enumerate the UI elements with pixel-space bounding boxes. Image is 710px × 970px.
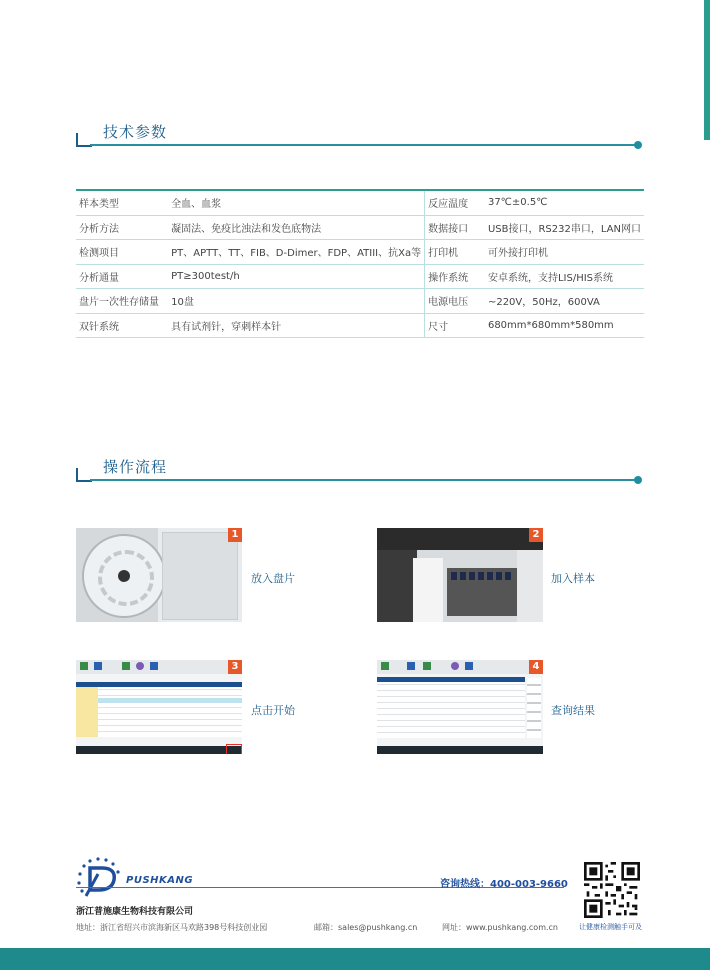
step-2-photo xyxy=(377,528,543,622)
spec-label: 样本类型 xyxy=(76,190,168,215)
spec-value: 凝固法、免疫比浊法和发色底物法 xyxy=(168,215,424,240)
section-dot-icon xyxy=(634,141,642,149)
spec-value: 10盘 xyxy=(168,289,424,314)
specs-table xyxy=(76,189,644,338)
spec-label: 尺寸 xyxy=(425,313,485,338)
hotline: 咨询热线：400-003-9660 xyxy=(440,879,568,890)
spec-value: 全血、血浆 xyxy=(168,190,424,215)
specs-section-title: 技术参数 xyxy=(103,123,168,141)
spec-row xyxy=(76,289,644,314)
spec-label: 盘片一次性存储量 xyxy=(76,289,168,314)
pushkang-logo-icon xyxy=(76,856,126,900)
spec-label: 反应温度 xyxy=(425,190,485,215)
spec-label: 分析方法 xyxy=(76,215,168,240)
email: 邮箱：sales@pushkang.cn xyxy=(314,923,418,932)
spec-value: PT≥300test/h xyxy=(168,264,424,289)
spec-value: 37℃±0.5℃ xyxy=(485,190,644,215)
spec-row xyxy=(76,190,644,215)
spec-value: 可外接打印机 xyxy=(485,240,644,265)
footer-band xyxy=(0,948,710,970)
spec-row xyxy=(76,313,644,338)
address: 地址：浙江省绍兴市滨海新区马欢路398号科技创业园 xyxy=(76,923,268,932)
section-dot-icon xyxy=(634,476,642,484)
step-2-label: 加入样本 xyxy=(551,572,595,585)
section-divider xyxy=(90,144,638,146)
step-3-label: 点击开始 xyxy=(251,704,295,717)
spec-value: 具有试剂针，穿刺样本针 xyxy=(168,313,424,338)
step-1-badge: 1 xyxy=(228,528,242,542)
step-4-badge: 4 xyxy=(529,660,543,674)
spec-value: 680mm*680mm*580mm xyxy=(485,313,644,338)
qr-code-icon xyxy=(584,862,640,918)
spec-row xyxy=(76,215,644,240)
spec-row xyxy=(76,240,644,265)
step-3-screen xyxy=(76,660,242,754)
brand-name: PUSHKANG xyxy=(126,875,194,886)
spec-value: USB接口，RS232串口，LAN网口 xyxy=(485,215,644,240)
edge-accent-bar xyxy=(704,0,710,140)
spec-value: 安卓系统，支持LIS/HIS系统 xyxy=(485,264,644,289)
step-4-label: 查询结果 xyxy=(551,704,595,717)
step-1-photo xyxy=(76,528,242,622)
spec-label: 打印机 xyxy=(425,240,485,265)
spec-label: 双针系统 xyxy=(76,313,168,338)
spec-label: 分析通量 xyxy=(76,264,168,289)
step-3-badge: 3 xyxy=(228,660,242,674)
spec-value: PT、APTT、TT、FIB、D-Dimer、FDP、ATIII、抗Xa等 xyxy=(168,240,424,265)
website: 网址：www.pushkang.com.cn xyxy=(442,923,559,932)
step-1-label: 放入盘片 xyxy=(251,572,295,585)
process-section-title: 操作流程 xyxy=(103,458,168,476)
spec-row xyxy=(76,264,644,289)
spec-label: 操作系统 xyxy=(425,264,485,289)
section-divider xyxy=(90,479,638,481)
spec-label: 检测项目 xyxy=(76,240,168,265)
qr-caption: 让健康检测触手可及 xyxy=(579,923,642,931)
step-4-screen xyxy=(377,660,543,754)
company-name: 浙江普施康生物科技有限公司 xyxy=(76,907,194,917)
spec-label: 数据接口 xyxy=(425,215,485,240)
spec-label: 电源电压 xyxy=(425,289,485,314)
step-2-badge: 2 xyxy=(529,528,543,542)
spec-value: ~220V，50Hz，600VA xyxy=(485,289,644,314)
